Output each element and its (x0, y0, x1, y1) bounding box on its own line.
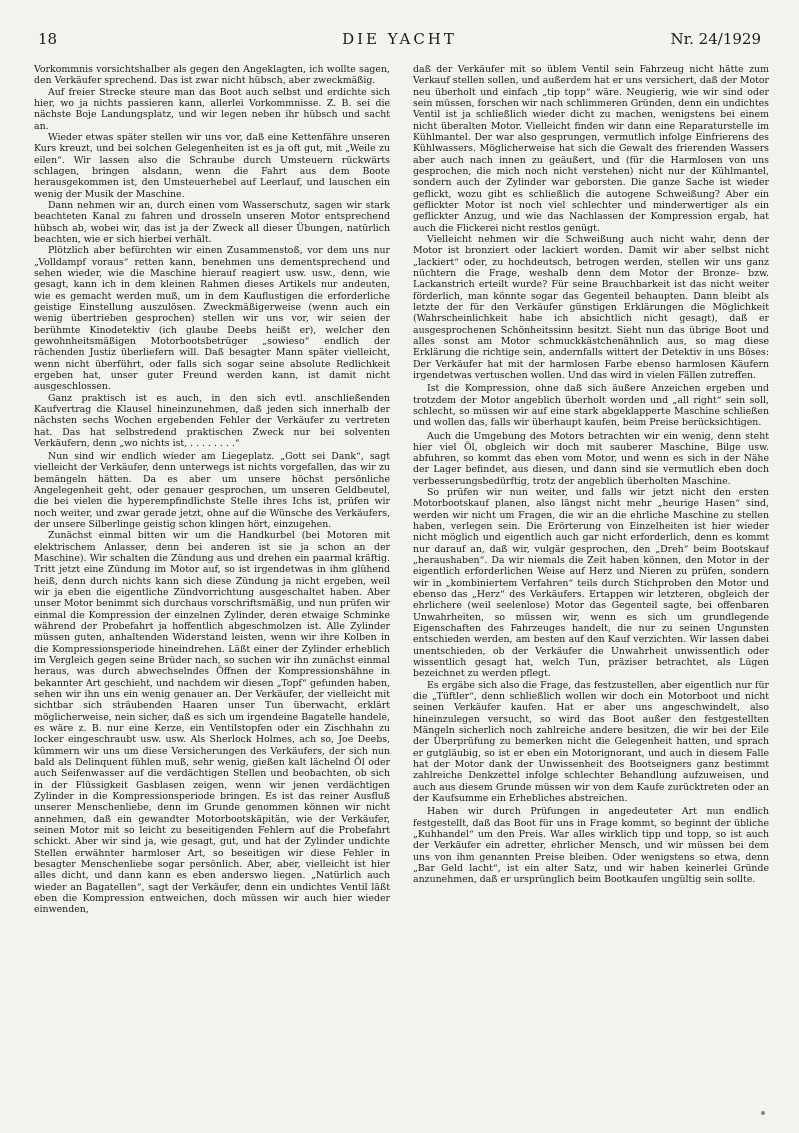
paragraph: So prüfen wir nun weiter, und falls wir jetzt nicht den ersten Motorbootskauf planen, also längst nicht mehr „heurige Hasen“ sind, werden wir nicht um Fragen, die wir an die ehrliche Maschine zu stellen haben, verlegen sein. Die Erörterung von Einzelheiten ist hier wieder nicht möglich und eigentlich auch gar nicht erforderlich, denn es kommt nur darauf an, daß wir, vulgär gesprochen, den „Dreh“ beim Bootskauf „heraushaben“. Da wir niemals die Zeit haben können, den Motor in der eigentlich erforderlichen Weise auf Herz und Nieren zu prüfen, sondern wir in „kombiniertem Verfahren“ teils durch Stichproben den Motor und ebenso das „Herz“ des Verkäufers. Ertappen wir letzteren, obgleich der ehrlichere (weil seelenlose) Motor das Gegenteil sagte, bei offenbaren Unwahrheiten, so müssen wir, wenn es sich um grundlegende Eigenschaften des Fahrzeuges handelt, die nur zu seinen Ungunsten entschieden werden, am besten auf den Kauf verzichten. Wir lassen dabei unentschieden, ob der Verkäufer die Unwahrheit unwissentlich oder wissentlich gesagt hat, welch Tun, präziser betrachtet, als Lügen bezeichnet zu werden pflegt. (413, 487, 769, 680)
paragraph: Auch die Umgebung des Motors betrachten wir ein wenig, denn steht hier viel Öl, obgleich wir doch mit sauberer Maschine, Bilge usw. abfuhren, so kommt das eben vom Motor, und wenn es sich in der Nähe der Lager befindet, aus diesen, und dann sind sie vermutlich eben doch verbesserungsbedürftig, trotz der angeblich überholten Maschine. (413, 430, 769, 487)
article-body (34, 64, 769, 1074)
paragraph: Vielleicht nehmen wir die Schweißung auch nicht wahr, denn der Motor ist bronziert oder lackiert worden. Damit wir aber selbst nicht „lackiert“ oder, zu hochdeutsch, betrogen werden, stellen wir uns ganz nüchtern die Frage, weshalb denn dem Motor der Bronze- bzw. Lackanstrich erteilt wurde? Für seine Brauchbarkeit ist das nicht weiter förderlich, man könnte sogar das Gegenteil behaupten. Dann bleibt als letzte der für den Verkäufer günstigen Erklärungen die Möglichkeit (Wahrscheinlichkeit habe ich absichtlich nicht gesagt), daß er ausgesprochenen Schönheitssinn besitzt. Sieht nun das übrige Boot und alles sonst am Motor schmuckkästchenähnlich aus, so mag diese Erklärung die richtige sein, andernfalls wittert der Detektiv in uns Böses: Der Verkäufer hat mit der harmlosen Farbe ebenso harmlosen Käufern irgendetwas vertuschen wollen. Und das wird in vielen Fällen zutreffen. (413, 233, 769, 381)
paragraph: Wieder etwas später stellen wir uns vor, daß eine Kettenfähre unseren Kurs kreuzt, und bei solchen Gelegenheiten ist es ja oft gut, mit „Weile zu eilen“. Wir lassen also die Schraube durch Umsteuern rückwärts schlagen, bringen alsdann, wenn die Fahrt aus dem Boote herausgekommen ist, den Umsteuerhebel auf Leerlauf, und lauschen ein wenig der Musik der Maschine. (34, 131, 390, 200)
paragraph: Es ergäbe sich also die Frage, das festzustellen, aber eigentlich nur für die „Tüftler“, denn schließlich wollen wir doch ein Motorboot und nicht seinen Verkäufer kaufen. Hat er aber uns angeschwindelt, also hineinzulegen versucht, so wird das Boot außer den festgestellten Mängeln sicherlich noch zahlreiche andere besitzen, die wir bei der Eile der Überprüfung zu bemerken nicht die Gelegenheit hatten, und sprach er gutgläubig, so ist er eben ein Motorignorant, und auch in diesem Falle hat der Motor dank der Unwissenheit des Bootseigners ganz bestimmt zahlreiche Denkzettel infolge schlechter Behandlung aufzuweisen, und auch aus diesem Grunde müssen wir von dem Kaufe zurücktreten oder an der Kaufsumme ein Erhebliches abstreichen. (413, 679, 769, 804)
paragraph: Nun sind wir endlich wieder am Liegeplatz. „Gott sei Dank“, sagt vielleicht der Verkäufer, denn unterwegs ist nichts vorgefallen, das wir zu bemängeln hätten. Da es aber um unsere höchst persönliche Angelegenheit geht, oder genauer gesprochen, um unseren Geldbeutel, die bei vielen die hyperempfindlichste Stelle ihres Ichs ist, prüfen wir noch weiter, und zwar gerade jetzt, ohne auf die Wünsche des Verkäufers, der unsere Silberlinge geistig schon klingen hört, einzugehen. (34, 451, 390, 531)
paragraph: daß der Verkäufer mit so üblem Ventil sein Fahrzeug nicht hätte zum Verkauf stellen sollen, und außerdem hat er uns versichert, daß der Motor neu überholt und einfach „tip topp“ wäre. Neugierig, wie wir sind oder sein müssen, forschen wir nach schlimmeren Gründen, denn ein undichtes Ventil ist ja schließlich wieder dicht zu machen, wenigstens bei einem nicht überalten Motor. Vielleicht finden wir dann eine Reparaturstelle im Kühlmantel. Der war also gesprungen, vermutlich infolge Einfrierens des Kühlwassers. Möglicherweise hat sich die Gewalt des frierenden Wassers aber auch nach innen zu geäußert, und (für die Harmlosen von uns gesprochen, die mich noch nicht verstehen) nicht nur der Kühlmantel, sondern auch der Zylinder war geborsten. Die ganze Sache ist wieder geflickt, wozu gibt es schließlich die autogene Schweißung? Aber ein geflickter Motor ist noch viel schlechter und minderwertiger als ein geflickter Anzug, und wie das Nachlassen der Kompression ergab, hat auch die Flickerei nicht restlos genügt. (413, 64, 769, 234)
paragraph: Ist die Kompression, ohne daß sich äußere Anzeichen ergeben und trotzdem der Motor angeblich überholt worden und „all right“ sein soll, schlecht, so müssen wir auf eine stark abgeklapperte Maschine schließen und wollen das, falls wir überhaupt kaufen, beim Preise berücksichtigen. (413, 383, 769, 429)
paragraph: Plötzlich aber befürchten wir einen Zusammenstoß, vor dem uns nur „Volldampf voraus“ retten kann, benehmen uns dementsprechend und sehen wieder, wie die Maschine hierauf reagiert usw. usw., denn, wie gesagt, kann ich in dem kleinen Rahmen dieses Artikels nur andeuten, wie es gemacht werden muß, um in dem Kauflustigen die erforderliche geistige Einstellung auszulösen. Zweckmäßigerweise (wenn auch ein wenig übertrieben gesprochen) stellen wir uns vor, wir seien der berühmte Kinodetektiv (ich glaube Deebs heißt er), welcher den gewohnheitsmäßigen Motorbootsbetrüger „sowieso“ endlich der rächenden Justiz überliefern will. Daß besagter Mann später vielleicht, wenn nicht überführt, oder falls sich sogar seine absolute Redlichkeit ergeben hat, unser guter Freund werden kann, ist damit nicht ausgeschlossen. (34, 245, 390, 393)
page-mark (761, 1111, 765, 1115)
paragraph: Vorkommnis vorsichtshalber als gegen den Angeklagten, ich wollte sagen, den Verkäufer sprechend. Das ist zwar nicht hübsch, aber zweckmäßig. (34, 64, 390, 87)
left-column (34, 64, 390, 1074)
paragraph: Dann nehmen wir an, durch einen vom Wasserschutz, sagen wir stark beachteten Kanal zu fahren und drosseln unseren Motor entsprechend hübsch ab, wobei wir, das ist ja der Zweck all dieser Übungen, natürlich beachten, wie er sich hierbei verhält. (34, 199, 390, 245)
right-column (413, 64, 769, 1074)
paragraph: Zunächst einmal bitten wir um die Handkurbel (bei Motoren mit elektrischem Anlasser, denn bei anderen ist sie ja schon an der Maschine). Wir schalten die Zündung aus und drehen ein paarmal kräftig. Tritt jetzt eine Zündung im Motor auf, so ist irgendetwas in ihm glühend heiß, denn durch nichts kann sich diese Zündung ja nicht ergeben, weil wir ja eben die eigentliche Zündvorrichtung ausgeschaltet haben. Aber unser Motor benimmt sich durchaus vorschriftsmäßig, und nun prüfen wir einmal die Kompression der einzelnen Zylinder, deren etwaige Schminke während der Probefahrt ja hoffentlich abgeschmolzen ist. Alle Zylinder müssen guten, anhaltenden Widerstand leisten, wenn wir ihre Kolben in die Kompressionsperiode hineindrehen. Läßt einer der Zylinder erheblich im Vergleich gegen seine Brüder nach, so suchen wir ihn zunächst einmal heraus, was durch abwechselndes Öffnen der Kompressionshähne in bekannter Art geschieht, und nachdem wir diesen „Topf“ gefunden haben, sehen wir ihn uns ein wenig genauer an. Der Verkäufer, der vielleicht mit sichtbar sich sträubenden Haaren unser Tun überwacht, erklärt möglicherweise, nein sicher, daß es sich um irgendeine Bagatelle handele, es wäre z. B. nur eine Kerze, ein Ventilstopfen oder ein Zischhahn zu locker eingeschraubt usw. usw. Als Sherlock Holmes, ach so, Joe Deebs, kümmern wir uns um diese Versicherungen des Verkäufers, der sich nun bald als Delinquent fühlen muß, sehr wenig, gießen kalt lächelnd Öl oder auch Seifenwasser auf die verdächtigen Stellen und beobachten, ob sich in der Flüssigkeit Gasblasen zeigen, wenn wir jenen verdächtigen Zylinder in die Kompressionsperiode bringen. Es ist das reiner Ausfluß unserer Menschenliebe, denn im Grunde genommen können wir nicht annehmen, daß ein gewandter Motorbootskäpitän, wie der Verkäufer, seinen Motor mit so leicht zu beseitigenden Fehlern auf die Probefahrt schickt. Aber wir sind ja, wie gesagt, gut, und hat der Zylinder undichte Stellen erwähnter harmloser Art, so beseitigen wir diese Fehler in besagter Menschenliebe sogar persönlich. Aber, aber, vielleicht ist hier alles dicht, und dann kann es eben anderswo liegen. „Natürlich auch wieder an Bagatellen“, sagt der Verkäufer, denn ein undichtes Ventil läßt eben die Kompression entweichen, doch müssen wir auch hier wieder einwenden, (34, 530, 390, 916)
paragraph: Auf freier Strecke steure man das Boot auch selbst und erdichte sich hier, wo ja nichts passieren kann, allerlei Vorkommnisse. Z. B. sei die nächste Boje Landungsplatz, und wir legen neben ihr hübsch und sacht an. (34, 86, 390, 132)
page-header (34, 30, 765, 56)
journal-title: DIE YACHT (342, 30, 457, 48)
paragraph: Haben wir durch Prüfungen in angedeuteter Art nun endlich festgestellt, daß das Boot für uns in Frage kommt, so beginnt der übliche „Kuhhandel“ um den Preis. War alles wirklich tipp und topp, so ist auch der Verkäufer ein adretter, ehrlicher Mensch, und wir müssen bei dem uns von ihm genannten Preise bleiben. Oder wenigstens so etwa, denn „Bar Geld lacht“, ist ein alter Satz, und wir haben keinerlei Gründe anzunehmen, daß er ursprünglich beim Bootkaufen ungültig sein sollte. (413, 806, 769, 886)
page-number: 18 (38, 30, 58, 48)
paragraph: Ganz praktisch ist es auch, in den sich evtl. anschließenden Kaufvertrag die Klausel hineinzunehmen, daß jeden sich innerhalb der nächsten sechs Wochen ergebenden Fehler der Verkäufer zu vertreten hat. Das hat selbstredend praktischen Zweck nur bei solventen Verkäufern, denn „wo nichts ist, . . . . . . . .“ (34, 392, 390, 449)
issue-number: Nr. 24/1929 (670, 30, 761, 48)
